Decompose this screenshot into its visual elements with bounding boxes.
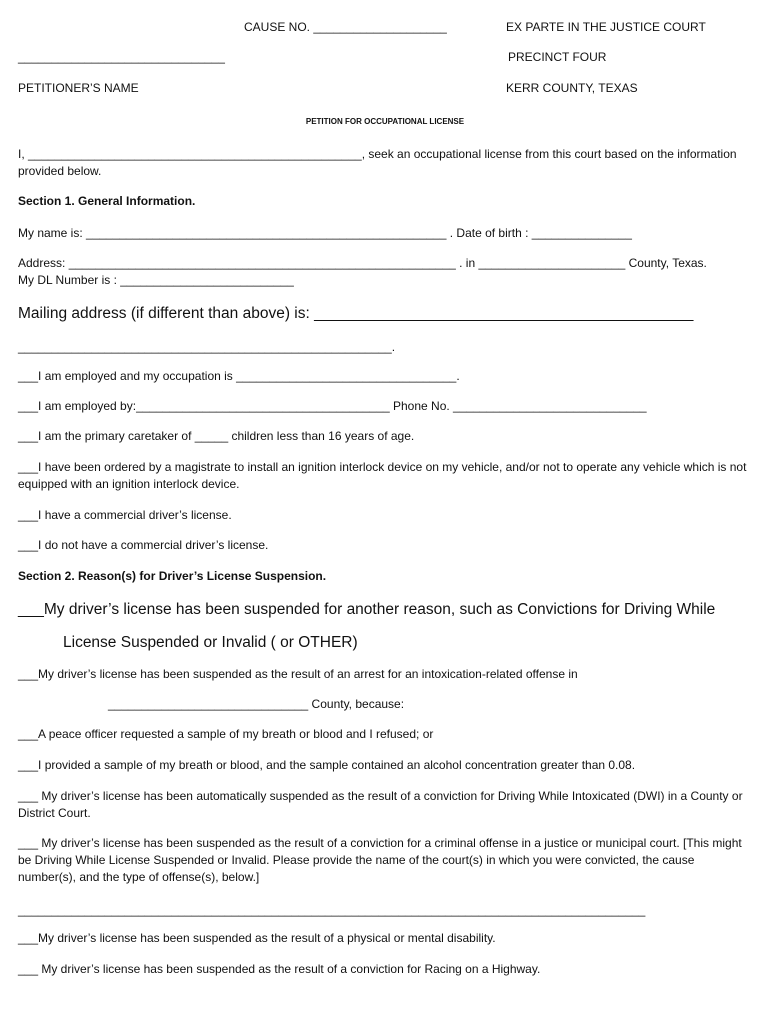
cause-number: CAUSE NO. ____________________	[244, 20, 447, 34]
arrest-county-line: ______________________________ County, because:	[108, 697, 405, 711]
refused-sample-line: ___A peace officer requested a sample of my breath or blood and I refused; or	[18, 727, 434, 741]
section-1-heading: Section 1. General Information.	[18, 194, 196, 208]
commercial-license-yes: ___I have a commercial driver’s license.	[18, 508, 232, 522]
sample-provided-line: ___I provided a sample of my breath or blood, and the sample contained an alcohol concentration greater than 0.08.	[18, 758, 636, 772]
commercial-license-no: ___I do not have a commercial driver’s license.	[18, 538, 269, 552]
petitioner-name-blank: _______________________________	[18, 50, 225, 64]
mailing-address-line: Mailing address (if different than above) is: ____________________________________________	[18, 305, 694, 322]
other-reason-line-1: ___My driver’s license has been suspended for another reason, such as Convictions for Driving While	[18, 601, 716, 618]
criminal-offense-paragraph: ___ My driver’s license has been suspended as the result of a conviction for a criminal offense in a justice or municipal court. [This might be Driving While License Suspended or Invalid. Please provide the name of the court(s) in which you were convicted, the cause number(s), and the type of offense(s), below.]	[18, 836, 742, 884]
intro-paragraph: I, __________________________________________________, seek an occupational license from this court based on the information provided below.	[18, 147, 737, 178]
section-2-heading: Section 2. Reason(s) for Driver’s License Suspension.	[18, 569, 327, 583]
county-line: KERR COUNTY, TEXAS	[506, 81, 638, 95]
court-name-line: EX PARTE IN THE JUSTICE COURT	[506, 20, 706, 34]
racing-line: ___ My driver’s license has been suspended as the result of a conviction for Racing on a Highway.	[18, 962, 541, 976]
petitioner-name-label: PETITIONER’S NAME	[18, 81, 139, 95]
interlock-paragraph: ___I have been ordered by a magistrate to install an ignition interlock device on my vehicle, and/or not to operate any vehicle which is not equipped with an ignition interlock device.	[18, 460, 747, 491]
employed-occupation-line: ___I am employed and my occupation is _________________________________.	[18, 369, 460, 383]
address-line: Address: __________________________________________________________ . in ______________________ County, Texas.	[18, 256, 707, 270]
dwi-paragraph: ___ My driver’s license has been automatically suspended as the result of a conviction for Driving While Intoxicated (DWI) in a County or District Court.	[18, 789, 743, 820]
caretaker-line: ___I am the primary caretaker of _____ children less than 16 years of age.	[18, 429, 415, 443]
document-title: PETITION FOR OCCUPATIONAL LICENSE	[305, 117, 465, 126]
disability-line: ___My driver’s license has been suspended as the result of a physical or mental disability.	[18, 931, 496, 945]
mailing-address-continuation: ________________________________________________________.	[18, 340, 396, 354]
employed-by-line: ___I am employed by:______________________________________ Phone No. _____________________________	[18, 399, 647, 413]
court-details-blank: ______________________________________________________________________________________________	[18, 903, 646, 917]
dl-number-line: My DL Number is : __________________________	[18, 273, 294, 287]
arrest-line: ___My driver’s license has been suspended as the result of an arrest for an intoxication-related offense in	[18, 667, 578, 681]
precinct-line: PRECINCT FOUR	[508, 50, 607, 64]
name-dob-line: My name is: ______________________________________________________ . Date of birth : _______________	[18, 226, 632, 240]
other-reason-line-2: License Suspended or Invalid ( or OTHER)	[63, 634, 358, 651]
